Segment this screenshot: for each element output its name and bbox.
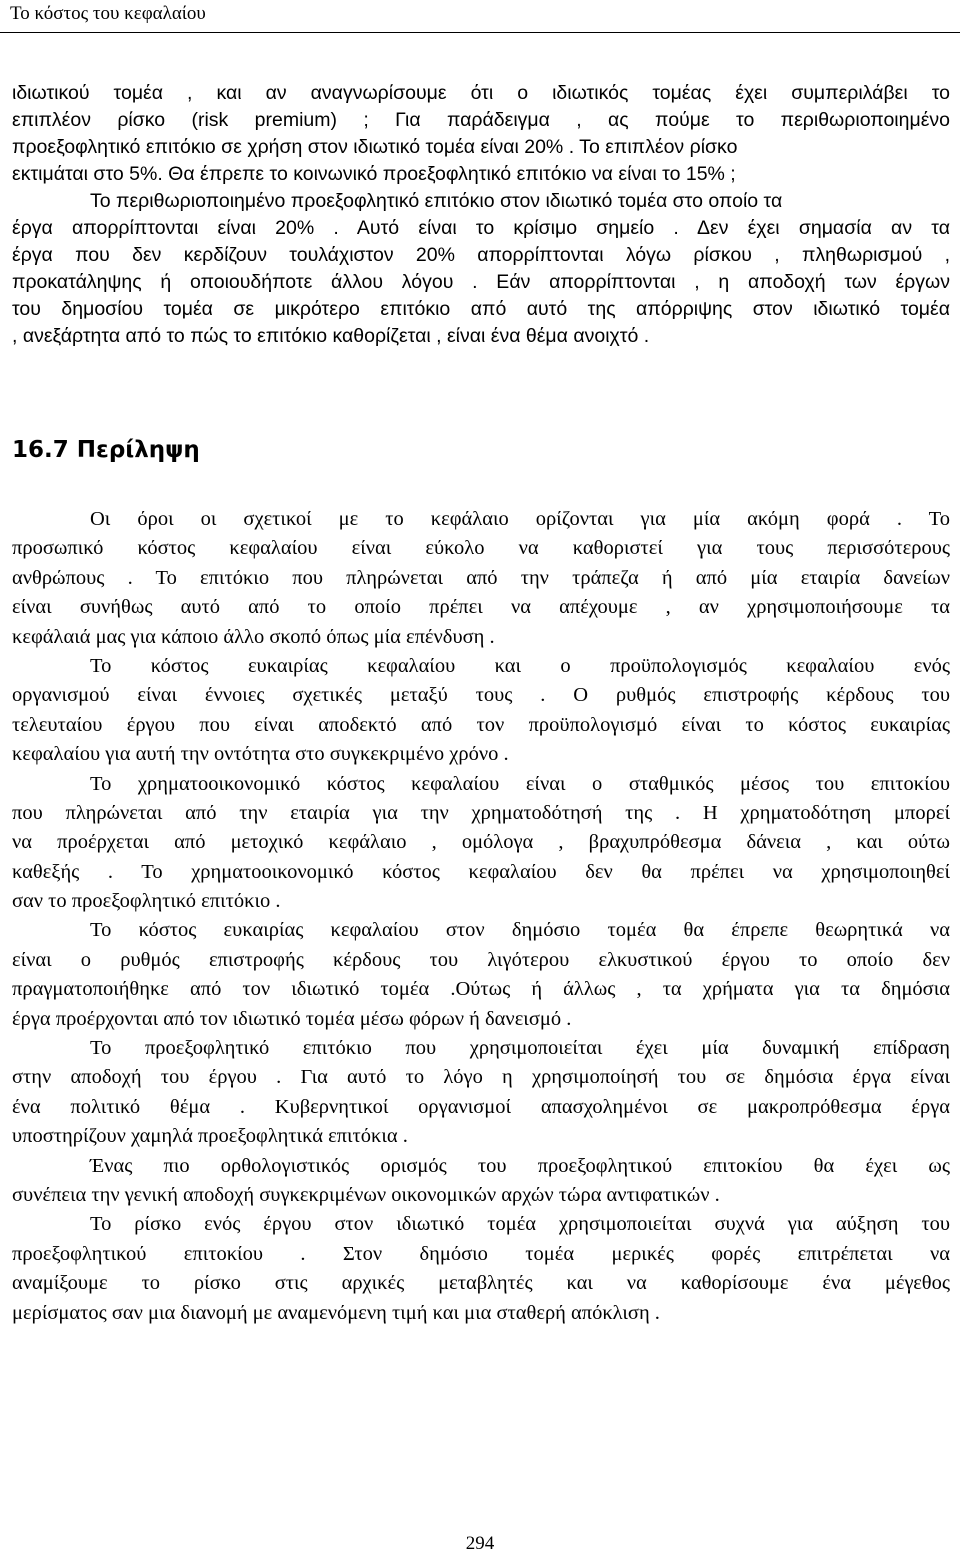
text-line: καθεξής . Το χρηματοοικονομικό κόστος κεφαλαίου δεν θα πρέπει να χρησιμοποιηθεί [12,860,950,883]
text-line: Το κόστος ευκαιρίας κεφαλαίου στον δημόσιο τομέα θα έπρεπε θεωρητικά να [90,919,950,942]
text-line: Το ρίσκο ενός έργου στον ιδιωτικό τομέα χρησιμοποιείται συχνά για αύξηση του [90,1213,950,1236]
text-line: προεξοφλητικού επιτοκίου . Στον δημόσιο τομέα μερικές φορές επιτρέπεται να [12,1242,950,1265]
text-line: έργα απορρίπτονται είναι 20% . Αυτό είναι το κρίσιμο σημείο . Δεν έχει σημασία αν τα [12,217,950,239]
header-rule [0,32,960,33]
text-line: που πληρώνεται από την εταιρία για την χρηματοδότησή της . Η χρηματοδότηση μπορεί [12,801,950,824]
text-line: συνέπεια την γενική αποδοχή συγκεκριμένων οικονομικών αρχών τώρα αντιφατικών . [12,1183,720,1206]
text-line: κεφάλαιά μας για κάποιο άλλο σκοπό όπως μία επένδυση . [12,625,495,648]
text-line: ένα πολιτικό θέμα . Κυβερνητικοί οργανισμοί απασχολημένοι σε μακροπρόθεσμα έργα [12,1095,950,1118]
text-line: στην αποδοχή του έργου . Για αυτό το λόγο η χρησιμοποίησή του σε δημόσια έργα είναι [12,1066,950,1089]
text-line: Το χρηματοοικονομικό κόστος κεφαλαίου είναι ο σταθμικός μέσος του επιτοκίου [90,772,950,795]
text-line: εκτιμάται στο 5%. Θα έπρεπε το κοινωνικό προεξοφλητικό επιτόκιο να είναι το 15% ; [12,163,736,185]
text-line: τελευταίου έργου που είναι αποδεκτό από τον προϋπολογισμό είναι το κόστος ευκαιρίας [12,713,950,736]
text-line: Το περιθωριοποιημένο προεξοφλητικό επιτόκιο στον ιδιωτικό τομέα στο οποίο τα [90,190,783,212]
text-line: σαν το προεξοφλητικό επιτόκιο . [12,890,281,913]
text-line: ανθρώπους . Το επιτόκιο που πληρώνεται από την τράπεζα ή από μία εταιρία δανείων [12,566,950,589]
section-title: Περίληψη [76,437,200,463]
section-heading [12,436,200,464]
text-line: Το προεξοφλητικό επιτόκιο που χρησιμοποιείται έχει μία δυναμική επίδραση [90,1037,950,1060]
text-line: είναι συνήθως αυτό από το οποίο πρέπει να απέχουμε , αν χρησιμοποιήσουμε τα [12,596,950,619]
text-line: είναι ο ρυθμός επιστροφής κέρδους του λιγότερου ελκυστικού έργου το οποίο δεν [12,948,950,971]
running-header: Το κόστος του κεφαλαίου [10,3,206,24]
text-line: προκατάληψης ή οποιουδήποτε άλλου λόγου . Εάν απορρίπτονται , η αποδοχή των έργων [12,271,950,293]
text-line: να προέρχεται από μετοχικό κεφάλαιο , ομόλογα , βραχυπρόθεσμα δάνεια , και ούτω [12,831,950,854]
text-line: κεφαλαίου για αυτή την οντότητα στο συγκεκριμένο χρόνο . [12,743,509,766]
text-line: υποστηρίζουν χαμηλά προεξοφλητικά επιτόκια . [12,1125,408,1148]
text-line: Οι όροι οι σχετικοί με το κεφάλαιο ορίζονται για μία ακόμη φορά . Το [90,508,950,530]
text-line: του δημοσίου τομέα σε μικρότερο επιτόκιο από αυτό της απόρριψης στον ιδιωτικό τομέα [12,298,950,320]
text-line: προεξοφλητικό επιτόκιο σε χρήση στον ιδιωτικό τομέα είναι 20% . Το επιπλέον ρίσκο [12,136,738,158]
intro-paragraph [12,80,950,350]
text-line: πραγματοποιήθηκε από τον ιδιωτικό τομέα .Ούτως ή άλλως , τα χρήματα για τα δημόσια [12,978,950,1001]
text-line: επιπλέον ρίσκο (risk premium) ; Για παράδειγμα , ας πούμε το περιθωριοποιημένο [12,109,950,131]
summary-text [12,505,950,1328]
text-line: μερίσματος σαν μια διανομή με αναμενόμενη τιμή και μια σταθερή απόκλιση . [12,1301,660,1324]
text-line: ιδιωτικού τομέα , και αν αναγνωρίσουμε ότι ο ιδιωτικός τομέας έχει συμπεριλάβει το [12,82,950,104]
text-line: Το κόστος ευκαιρίας κεφαλαίου και ο προϋπολογισμός κεφαλαίου ενός [90,654,950,677]
text-line: προσωπικό κόστος κεφαλαίου είναι εύκολο να καθοριστεί για τους περισσότερους [12,537,950,560]
page-number: 294 [465,1533,495,1554]
section-number: 16.7 [12,437,69,463]
text-line: έργα προέρχονται από τον ιδιωτικό τομέα μέσω φόρων ή δανεισμό . [12,1007,572,1030]
text-line: Ένας πιο ορθολογιστικός ορισμός του προεξοφλητικού επιτοκίου θα έχει ως [90,1154,950,1177]
text-line: , ανεξάρτητα από το πώς το επιτόκιο καθορίζεται , είναι ένα θέμα ανοιχτό . [12,325,650,347]
text-line: έργα που δεν κερδίζουν τουλάχιστον 20% απορρίπτονται λόγω ρίσκου , πληθωρισμού , [12,244,950,266]
text-line: αναμίξουμε το ρίσκο στις αρχικές μεταβλητές και να καθορίσουμε ένα μέγεθος [12,1272,950,1295]
text-line: οργανισμού είναι έννοιες σχετικές μεταξύ τους . Ο ρυθμός επιστροφής κέρδους του [12,684,950,707]
